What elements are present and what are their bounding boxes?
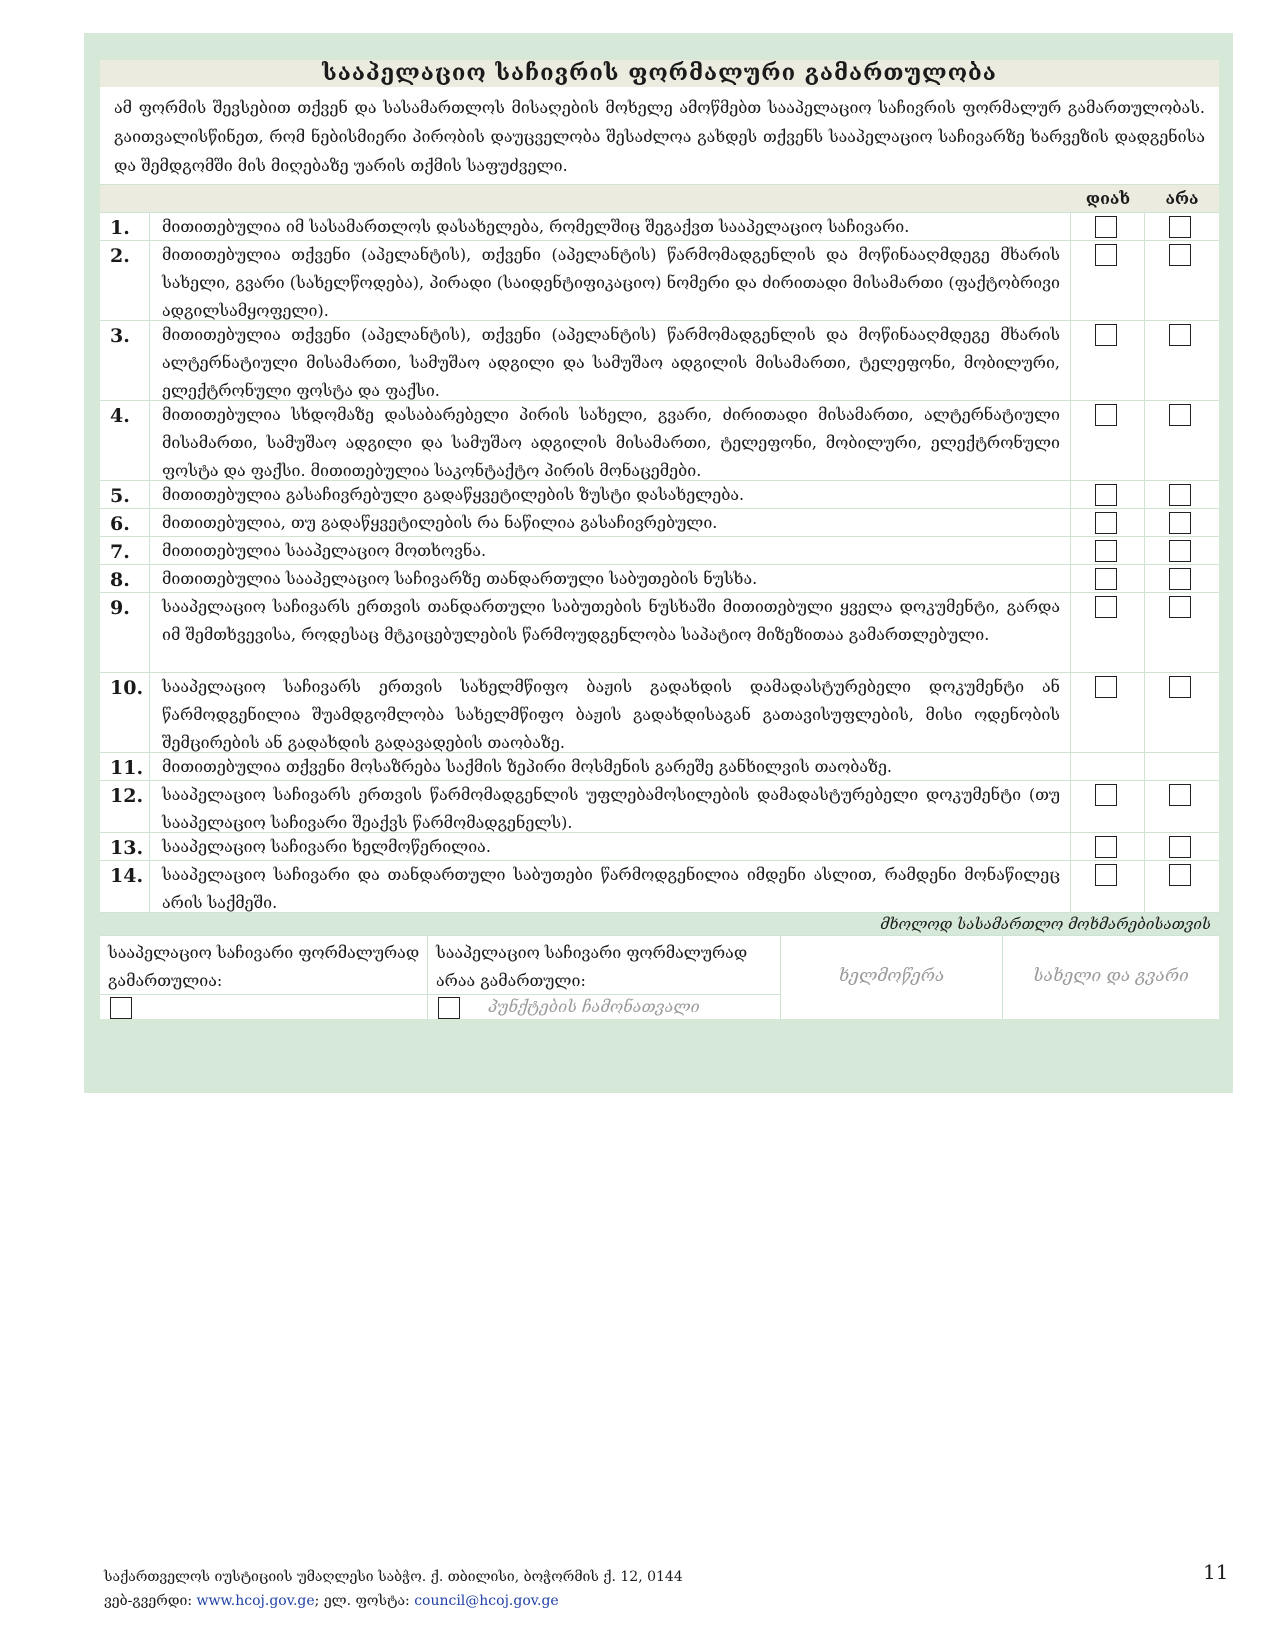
item-text: სააპელაციო საჩივარს ერთვის თანდართული საბუთების ნუსხაში მითითებული ყველა დოკუმენტი, გარდა იმ შემთხვევისა, როდესაც მტკიცებულების წარმოუდგენლობა საპატიო მიზეზითაა გამართლებული. bbox=[150, 593, 1071, 672]
item-text: მითითებულია თქვენი (აპელანტის), თქვენი (აპელანტის) წარმომადგენლის და მოწინააღმდეგე მხარის სახელი, გვარი (სახელწოდება), პირადი (საიდენტიფიკაციო) ნომერი და ძირითადი მისამართი (ფაქტობრივი ადგილსამყოფელი). bbox=[150, 241, 1071, 320]
court-only-note: მხოლოდ სასამართლო მოხმარებისათვის bbox=[100, 913, 1219, 935]
form-title: სააპელაციო საჩივრის ფორმალური გამართულობა bbox=[100, 60, 1219, 87]
yes-checkbox[interactable] bbox=[1095, 540, 1117, 562]
checklist-row bbox=[100, 481, 1219, 509]
yes-cell bbox=[1071, 213, 1145, 240]
checklist-row bbox=[100, 833, 1219, 861]
no-checkbox[interactable] bbox=[1169, 484, 1191, 506]
no-checkbox[interactable] bbox=[1169, 540, 1191, 562]
yes-checkbox[interactable] bbox=[1095, 484, 1117, 506]
no-cell bbox=[1145, 673, 1219, 752]
no-cell bbox=[1145, 781, 1219, 832]
item-text: მითითებულია თქვენი მოსაზრება საქმის ზეპირი მოსმენის გარეშე განხილვის თაობაზე. bbox=[150, 753, 1071, 780]
no-cell bbox=[1145, 321, 1219, 400]
item-number: 12. bbox=[100, 781, 150, 832]
item-number: 7. bbox=[100, 537, 150, 564]
name-field[interactable]: სახელი და გვარი bbox=[1033, 966, 1189, 986]
item-text: მითითებულია სააპელაციო მოთხოვნა. bbox=[150, 537, 1071, 564]
yes-checkbox[interactable] bbox=[1095, 404, 1117, 426]
checklist-row bbox=[100, 781, 1219, 833]
signature-cell[interactable] bbox=[781, 936, 1003, 1019]
no-checkbox[interactable] bbox=[1169, 836, 1191, 858]
item-number: 5. bbox=[100, 481, 150, 508]
checklist-row bbox=[100, 401, 1219, 481]
item-text: სააპელაციო საჩივარი ხელმოწერილია. bbox=[150, 833, 1071, 860]
yes-checkbox[interactable] bbox=[1095, 596, 1117, 618]
no-checkbox[interactable] bbox=[1169, 676, 1191, 698]
no-cell bbox=[1145, 509, 1219, 536]
yes-cell bbox=[1071, 537, 1145, 564]
footer-email-label: ; ელ. ფოსტა: bbox=[314, 1593, 410, 1609]
column-yes-header: დიახ bbox=[1085, 189, 1131, 208]
item-text: მითითებულია სხდომაზე დასაბარებელი პირის სახელი, გვარი, ძირითადი მისამართი, ალტერნატიული მისამართი, სამუშაო ადგილი და სამუშაო ადგილის მისამართი, ტელეფონი, მობილური, ელექტრონული ფოსტა და ფაქსი. მითითებულია საკონტაქტო პირის მონაცემები. bbox=[150, 401, 1071, 480]
checklist-row bbox=[100, 537, 1219, 565]
form-intro: ამ ფორმის შევსებით თქვენ და სასამართლოს მისაღების მოხელე ამოწმებთ სააპელაციო საჩივრის ფორმალურ გამართულობას. გაითვალისწინეთ, რომ ნებისმიერი პირობის დაუცველობა შესაძლოა გახდეს თქვენს სააპელაციო საჩივარზე ხარვეზის დადგენისა და შემდგომში მის მიღებაზე უარის თქმის საფუძველი. bbox=[100, 87, 1219, 185]
yes-checkbox[interactable] bbox=[1095, 216, 1117, 238]
item-number: 9. bbox=[100, 593, 150, 672]
no-checkbox[interactable] bbox=[1169, 864, 1191, 886]
item-text: მითითებულია თქვენი (აპელანტის), თქვენი (აპელანტის) წარმომადგენლის და მოწინააღმდეგე მხარის ალტერნატიული მისამართი, სამუშაო ადგილი და სამუშაო ადგილის მისამართი, ტელეფონი, მობილური, ელექტრონული ფოსტა და ფაქსი. bbox=[150, 321, 1071, 400]
yes-checkbox[interactable] bbox=[1095, 864, 1117, 886]
no-checkbox[interactable] bbox=[1169, 244, 1191, 266]
items-list-field[interactable]: პუნქტების ჩამონათვალი bbox=[488, 997, 700, 1016]
yes-cell bbox=[1071, 321, 1145, 400]
checklist-row bbox=[100, 593, 1219, 673]
no-cell bbox=[1145, 593, 1219, 672]
item-number: 10. bbox=[100, 673, 150, 752]
yes-checkbox[interactable] bbox=[1095, 244, 1117, 266]
no-checkbox[interactable] bbox=[1169, 596, 1191, 618]
no-cell bbox=[1145, 537, 1219, 564]
no-cell bbox=[1145, 861, 1219, 912]
checklist-row bbox=[100, 241, 1219, 321]
column-no-header: არა bbox=[1165, 189, 1199, 208]
item-text: მითითებულია სააპელაციო საჩივარზე თანდართული საბუთების ნუსხა. bbox=[150, 565, 1071, 592]
footer-address: საქართველოს იუსტიციის უმაღლესი საბჭო. ქ. თბილისი, ბოჭორმის ქ. 12, 0144 bbox=[104, 1569, 683, 1585]
yes-cell bbox=[1071, 781, 1145, 832]
yes-cell bbox=[1071, 861, 1145, 912]
item-text: მითითებულია, თუ გადაწყვეტილების რა ნაწილია გასაჩივრებული. bbox=[150, 509, 1071, 536]
yes-checkbox[interactable] bbox=[1095, 324, 1117, 346]
item-number: 4. bbox=[100, 401, 150, 480]
item-text: სააპელაციო საჩივარს ერთვის წარმომადგენლის უფლებამოსილების დამადასტურებელი დოკუმენტი (თუ სააპელაციო საჩივარი შეაქვს წარმომადგენელს). bbox=[150, 781, 1071, 832]
no-checkbox[interactable] bbox=[1169, 512, 1191, 534]
form-frame bbox=[84, 33, 1233, 1093]
footer bbox=[104, 1565, 683, 1613]
incorrect-label: სააპელაციო საჩივარი ფორმალურად არაა გამართული: bbox=[436, 943, 748, 990]
no-cell bbox=[1145, 401, 1219, 480]
item-number: 3. bbox=[100, 321, 150, 400]
checklist-row bbox=[100, 565, 1219, 593]
yes-checkbox[interactable] bbox=[1095, 568, 1117, 590]
yes-cell bbox=[1071, 673, 1145, 752]
no-cell bbox=[1145, 241, 1219, 320]
item-text: სააპელაციო საჩივარს ერთვის სახელმწიფო ბაჟის გადახდის დამადასტურებელი დოკუმენტი ან წარმოდგენილია შუამდგომლობა სახელმწიფო ბაჟის გადახდისაგან გათავისუფლების, მისი ოდენობის შემცირების ან გადახდის გადავადების თაობაზე. bbox=[150, 673, 1071, 752]
column-header-row bbox=[100, 185, 1219, 213]
no-cell bbox=[1145, 481, 1219, 508]
incorrect-cell bbox=[428, 936, 781, 1019]
yes-checkbox[interactable] bbox=[1095, 676, 1117, 698]
checklist-row bbox=[100, 861, 1219, 913]
yes-cell bbox=[1071, 241, 1145, 320]
no-checkbox[interactable] bbox=[1169, 568, 1191, 590]
no-cell bbox=[1145, 833, 1219, 860]
yes-cell bbox=[1071, 753, 1145, 780]
checklist bbox=[100, 213, 1219, 913]
incorrect-checkbox[interactable] bbox=[438, 997, 460, 1019]
item-text: მითითებულია გასაჩივრებული გადაწყვეტილების ზუსტი დასახელება. bbox=[150, 481, 1071, 508]
website-link[interactable]: www.hcoj.gov.ge bbox=[196, 1593, 315, 1609]
footer-contacts bbox=[104, 1589, 683, 1613]
item-number: 8. bbox=[100, 565, 150, 592]
yes-cell bbox=[1071, 833, 1145, 860]
form-inner bbox=[100, 60, 1219, 1019]
yes-checkbox[interactable] bbox=[1095, 836, 1117, 858]
item-text: სააპელაციო საჩივარი და თანდართული საბუთები წარმოდგენილია იმდენი ასლით, რამდენი მონაწილეც არის საქმეში. bbox=[150, 861, 1071, 912]
email-link[interactable]: council@hcoj.gov.ge bbox=[414, 1593, 559, 1609]
no-cell bbox=[1145, 213, 1219, 240]
yes-cell bbox=[1071, 509, 1145, 536]
yes-cell bbox=[1071, 593, 1145, 672]
no-checkbox[interactable] bbox=[1169, 324, 1191, 346]
no-checkbox[interactable] bbox=[1169, 216, 1191, 238]
item-number: 2. bbox=[100, 241, 150, 320]
no-cell bbox=[1145, 753, 1219, 780]
checklist-row bbox=[100, 509, 1219, 537]
no-checkbox[interactable] bbox=[1169, 784, 1191, 806]
item-text: მითითებულია იმ სასამართლოს დასახელება, რომელშიც შეგაქვთ სააპელაციო საჩივარი. bbox=[150, 213, 1071, 240]
item-number: 11. bbox=[100, 753, 150, 780]
checklist-row bbox=[100, 321, 1219, 401]
correct-cell bbox=[100, 936, 428, 1019]
yes-cell bbox=[1071, 481, 1145, 508]
item-number: 6. bbox=[100, 509, 150, 536]
no-cell bbox=[1145, 565, 1219, 592]
item-number: 14. bbox=[100, 861, 150, 912]
yes-cell bbox=[1071, 401, 1145, 480]
correct-label: სააპელაციო საჩივარი ფორმალურად გამართულია: bbox=[108, 943, 420, 990]
no-checkbox[interactable] bbox=[1169, 404, 1191, 426]
item-number: 13. bbox=[100, 833, 150, 860]
name-cell[interactable] bbox=[1003, 936, 1219, 1019]
court-section bbox=[100, 935, 1219, 1019]
yes-checkbox[interactable] bbox=[1095, 784, 1117, 806]
checklist-row bbox=[100, 213, 1219, 241]
checklist-row bbox=[100, 673, 1219, 753]
footer-web-label: ვებ-გვერდი: bbox=[104, 1593, 193, 1609]
signature-field[interactable]: ხელმოწერა bbox=[838, 966, 945, 986]
item-number: 1. bbox=[100, 213, 150, 240]
checklist-row bbox=[100, 753, 1219, 781]
yes-cell bbox=[1071, 565, 1145, 592]
page-number: 11 bbox=[1203, 1560, 1229, 1584]
yes-checkbox[interactable] bbox=[1095, 512, 1117, 534]
correct-checkbox[interactable] bbox=[110, 997, 132, 1019]
